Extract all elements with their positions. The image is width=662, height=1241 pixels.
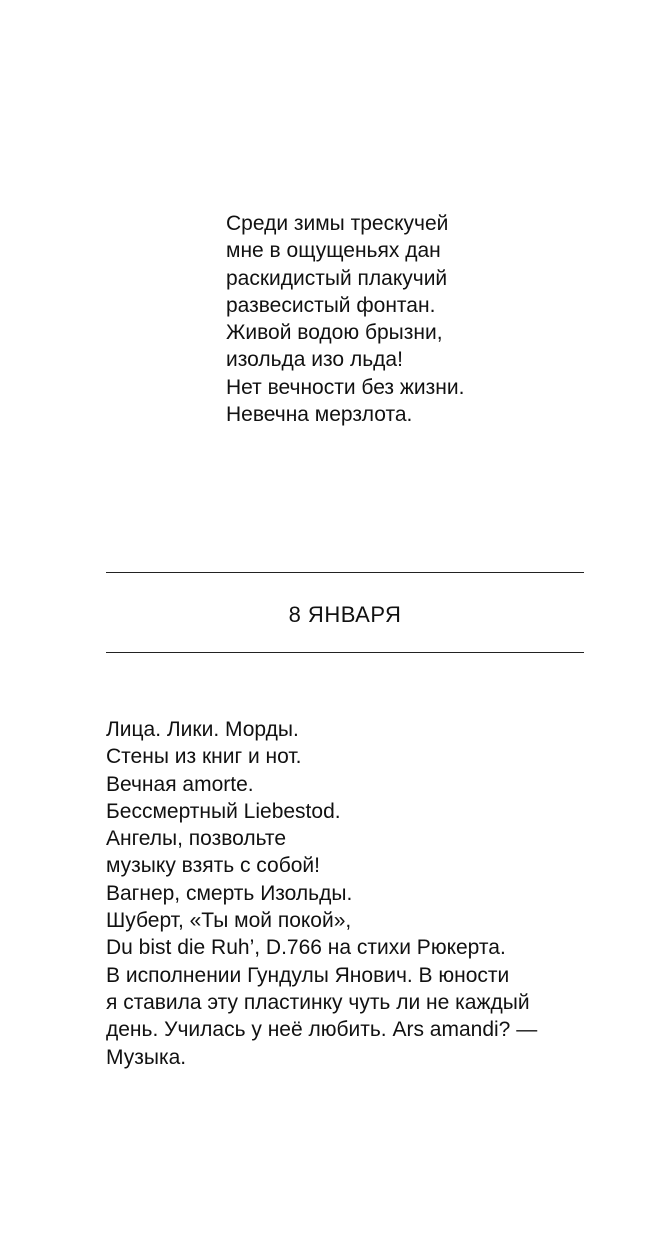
poem [226, 210, 626, 428]
poem-line: раскидистый плакучий [226, 266, 448, 290]
poem-line: мне в ощущеньях дан [226, 239, 441, 263]
entry-line: Ангелы, позвольте [106, 827, 286, 851]
entry-line: день. Училась у неё любить. Ars amandi? — [106, 1018, 538, 1042]
poem-line: Среди зимы трескучей [226, 212, 449, 235]
entry-line: Музыка. [106, 1045, 187, 1069]
entry-line: Вечная amorte. [106, 772, 254, 796]
diary-entry [106, 716, 626, 1071]
divider-top [106, 572, 584, 573]
entry-line: Вагнер, смерть Изольды. [106, 881, 353, 905]
poem-line: Невечна мерзлота. [226, 403, 413, 427]
entry-line: В исполнении Гундулы Янович. В юности [106, 963, 510, 987]
section-date-heading: 8 ЯНВАРЯ [288, 602, 402, 627]
entry-line: Стены из книг и нот. [106, 745, 302, 769]
poem-line: Нет вечности без жизни. [226, 375, 465, 399]
poem-line: изольда изо льда! [226, 348, 403, 372]
entry-line: я ставила эту пластинку чуть ли не каждый [106, 990, 530, 1014]
divider-bottom [106, 652, 584, 653]
poem-line: Живой водою брызни, [226, 321, 443, 345]
entry-line: Бессмертный Liebestod. [106, 799, 341, 823]
poem-line: развесистый фонтан. [226, 293, 436, 317]
entry-line: Du bist die Ruh’, D.766 на стихи Рюкерта. [106, 936, 506, 960]
entry-line: музыку взять с собой! [106, 854, 320, 878]
entry-line: Шуберт, «Ты мой покой», [106, 909, 352, 933]
entry-line: Лица. Лики. Морды. [106, 718, 299, 741]
